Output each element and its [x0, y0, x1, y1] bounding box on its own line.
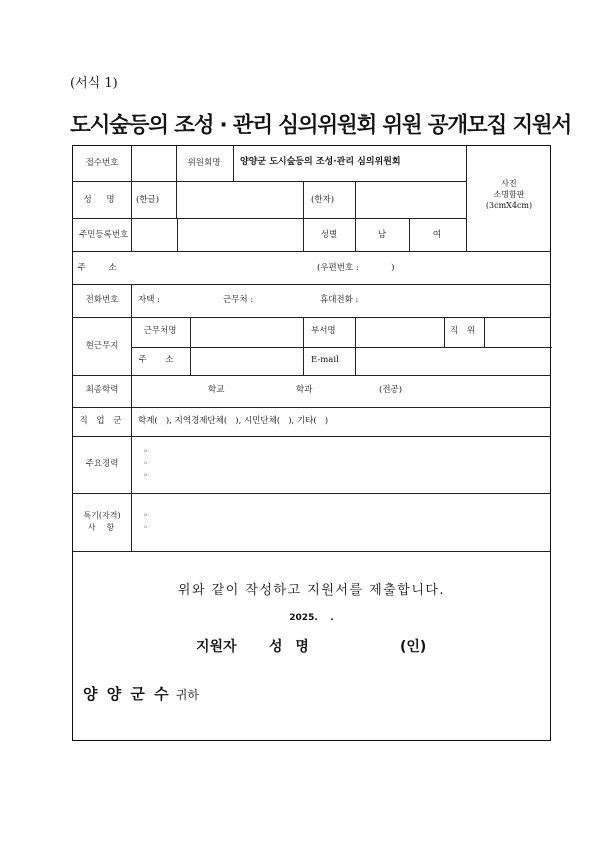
phone-mobile-field[interactable]: 휴대전화 :: [320, 295, 359, 305]
email-label: E-mail: [311, 355, 339, 365]
occupation-label: 직 업 군: [79, 416, 125, 426]
committee-label: 위원회명: [187, 158, 221, 168]
honorific: 귀하: [175, 688, 199, 702]
column-divider: [484, 317, 485, 347]
row-divider: [73, 251, 550, 252]
declaration-text: 위와 같이 작성하고 지원서를 제출합니다.: [177, 583, 446, 598]
committee-name: 양양군 도시숲등의 조성·관리 심의위원회: [240, 157, 401, 167]
row-divider: [73, 407, 550, 408]
column-divider: [303, 181, 304, 251]
special-item[interactable]: ◦: [143, 523, 149, 533]
name-label: 성 명: [83, 195, 121, 205]
phone-label: 전화번호: [85, 295, 119, 305]
position-label: 직 위: [449, 326, 479, 336]
resident-number-label: 주민등록번호: [79, 230, 129, 240]
row-divider: [73, 436, 550, 437]
column-divider: [190, 317, 191, 375]
addressee-name: 양 양 군 수: [83, 685, 171, 703]
special-skills-label: 특기(자격): [83, 511, 121, 520]
career-item[interactable]: ◦: [143, 447, 149, 457]
row-divider: [73, 493, 550, 494]
gender-female-option[interactable]: 여: [432, 230, 442, 240]
application-form: [72, 145, 551, 741]
column-divider: [303, 317, 304, 375]
occupation-options[interactable]: 학계( ), 지역경제단체( ), 시민단체( ), 기타( ): [138, 416, 329, 426]
row-divider: [73, 317, 550, 318]
reception-number-label: 접수번호: [85, 158, 119, 168]
department-label: 부서명: [311, 326, 336, 336]
career-label: 주요경력: [85, 459, 119, 469]
phone-home-field[interactable]: 자택 :: [138, 295, 160, 305]
work-address-label: 주 소: [138, 355, 182, 365]
column-divider: [466, 146, 467, 251]
major-field[interactable]: 학과: [296, 385, 313, 395]
column-divider: [355, 317, 356, 375]
gender-male-option[interactable]: 남: [377, 230, 387, 240]
career-item[interactable]: ◦: [143, 459, 149, 469]
page-title: 도시숲등의 조성 · 관리 심의위원회 위원 공개모집 지원서: [70, 113, 572, 138]
seal-mark: (인): [400, 639, 427, 655]
name-hanja-field[interactable]: (한자): [311, 195, 335, 205]
row-divider: [73, 551, 550, 552]
applicant-name-label: 성 명: [269, 639, 313, 655]
form-number-label: (서식 1): [70, 76, 118, 91]
column-divider: [233, 146, 234, 181]
addressee: [83, 683, 199, 704]
workplace-name-label: 근무처명: [143, 326, 177, 336]
special-item[interactable]: ◦: [143, 511, 149, 521]
column-divider: [176, 181, 177, 218]
phone-work-field[interactable]: 근무처 :: [223, 295, 254, 305]
name-korean-field[interactable]: (한글): [136, 195, 160, 205]
row-divider: [73, 375, 550, 376]
column-divider: [131, 146, 132, 251]
career-item[interactable]: ◦: [143, 471, 149, 481]
column-divider: [444, 317, 445, 347]
education-label: 최종학력: [85, 385, 119, 395]
row-divider: [131, 347, 552, 348]
submission-date: 2025. .: [289, 613, 334, 623]
special-skills-label-2: 사 항: [87, 523, 117, 532]
column-divider: [355, 181, 356, 251]
address-label: 주 소: [77, 263, 127, 273]
column-divider: [409, 218, 410, 251]
gender-label: 성별: [320, 230, 338, 240]
row-divider: [73, 284, 550, 285]
column-divider: [131, 284, 132, 551]
school-field[interactable]: 학교: [208, 385, 225, 395]
current-workplace-label: 현근무지: [85, 341, 119, 351]
column-divider: [176, 146, 177, 181]
postal-code-field[interactable]: (우편번호 : ): [317, 263, 395, 273]
column-divider: [177, 218, 178, 251]
photo-area: 사진 소명함판 (3cmX4cm): [485, 179, 533, 210]
major-detail-field[interactable]: (전공): [379, 385, 403, 395]
applicant-label: 지원자: [196, 639, 237, 655]
